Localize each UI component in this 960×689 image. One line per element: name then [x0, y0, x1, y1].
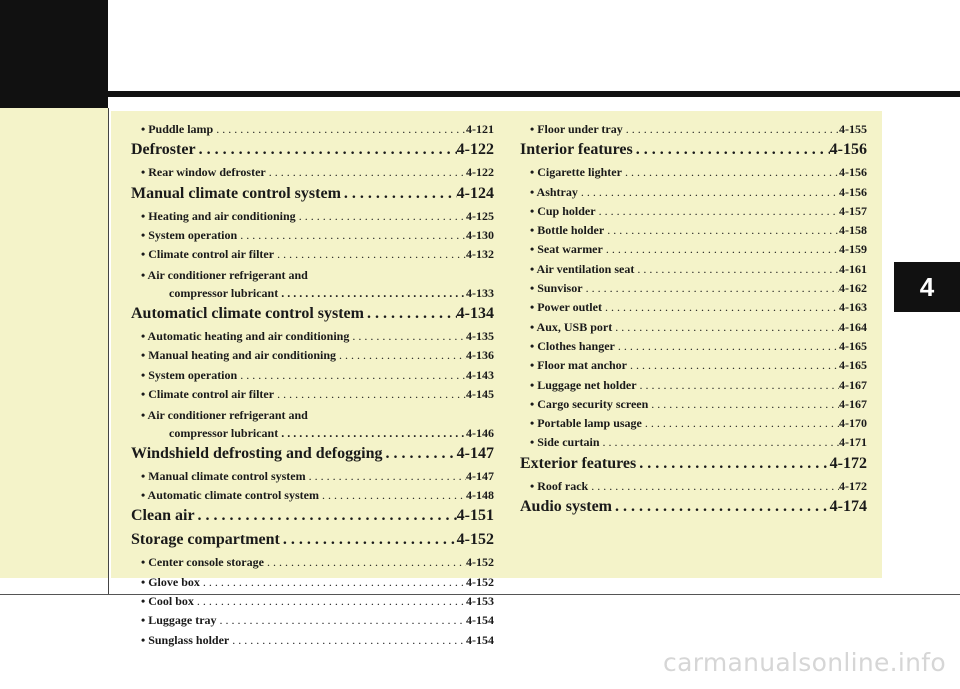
toc-subentry[interactable] [520, 204, 867, 223]
toc-page-number: 4-133 [466, 285, 494, 300]
dot-leader [296, 209, 466, 224]
toc-entry-label: • Manual heating and air conditioning [141, 348, 337, 363]
toc-page-number: 4-122 [466, 165, 494, 180]
toc-column-left [131, 122, 494, 652]
dot-leader [648, 397, 839, 412]
chapter-tab[interactable] [894, 262, 960, 312]
toc-page-number: 4-124 [456, 184, 494, 202]
toc-subentry[interactable] [131, 469, 494, 488]
dot-leader [280, 531, 457, 549]
toc-page-number: 4-156 [839, 184, 867, 199]
dot-leader [319, 488, 466, 503]
toc-entry-label: • Sunglass holder [141, 632, 230, 647]
toc-page-number: 4-132 [466, 247, 494, 262]
dot-leader [278, 426, 466, 441]
toc-page-number: 4-172 [829, 454, 867, 472]
toc-page-number: 4-167 [839, 396, 867, 411]
toc-entry-label: • Cool box [141, 594, 194, 609]
toc-entry-label: • Bottle holder [530, 223, 605, 238]
toc-subentry[interactable] [520, 479, 867, 498]
toc-page-number: 4-136 [466, 348, 494, 363]
toc-page-number: 4-155 [839, 122, 867, 136]
toc-page-number: 4-171 [839, 435, 867, 450]
toc-subentry[interactable] [520, 223, 867, 242]
toc-subentry[interactable] [520, 242, 867, 261]
toc-page-number: 4-159 [839, 242, 867, 257]
dot-leader [229, 633, 466, 648]
dot-leader [596, 204, 839, 219]
toc-entry-label: • Rear window defroster [141, 165, 266, 180]
toc-entry-label: • Portable lamp usage [530, 416, 642, 431]
toc-subentry[interactable] [520, 397, 867, 416]
dot-leader [627, 358, 839, 373]
dot-leader [622, 165, 839, 180]
dot-leader [612, 498, 830, 516]
toc-page-number: 4-143 [466, 367, 494, 382]
dot-leader [237, 368, 466, 383]
dot-leader [217, 613, 466, 628]
toc-section-entry[interactable] [131, 445, 494, 469]
toc-entry-label: • Automatic climate control system [141, 488, 319, 503]
toc-page-number: 4-154 [466, 613, 494, 628]
toc-entry-label: • Side curtain [530, 435, 600, 450]
toc-subentry[interactable] [520, 122, 867, 141]
toc-entry-label: • Floor mat anchor [530, 358, 627, 373]
toc-page-number: 4-153 [466, 594, 494, 609]
toc-subentry[interactable] [131, 368, 494, 387]
toc-entry-label: Manual climate control system [131, 184, 341, 202]
dot-leader [194, 594, 466, 609]
toc-entry-label: • System operation [141, 227, 238, 242]
toc-section-entry[interactable] [131, 141, 494, 165]
toc-page-number: 4-154 [466, 632, 494, 647]
toc-page-number: 4-165 [839, 338, 867, 353]
dot-leader [636, 455, 829, 473]
toc-page-number: 4-130 [466, 227, 494, 242]
toc-page-number: 4-135 [466, 329, 494, 344]
toc-page-number: 4-161 [839, 261, 867, 276]
toc-subentry[interactable] [520, 339, 867, 358]
toc-entry-label: • Ashtray [530, 184, 578, 199]
toc-subentry[interactable] [520, 185, 867, 204]
toc-subentry[interactable] [520, 262, 867, 281]
toc-page-number: 4-148 [466, 488, 494, 503]
toc-page-number: 4-147 [456, 444, 494, 462]
corner-block [0, 0, 108, 108]
toc-entry-label: compressor lubricant [169, 425, 279, 440]
toc-section-entry[interactable] [520, 141, 867, 165]
dot-leader [364, 305, 457, 323]
toc-page-number: 4-170 [839, 416, 867, 431]
toc-subentry[interactable] [131, 247, 494, 266]
toc-entry-label: • Sunvisor [530, 281, 583, 296]
toc-page-number: 4-134 [456, 305, 494, 323]
header-rule [108, 91, 960, 97]
toc-page-number: 4-152 [466, 555, 494, 570]
toc-page-number: 4-156 [829, 141, 867, 159]
toc-entry-label: • Climate control air filter [141, 386, 275, 401]
toc-entry-label: Clean air [131, 507, 195, 525]
toc-subentry[interactable] [131, 348, 494, 367]
dot-leader [336, 348, 466, 363]
toc-column-right [520, 122, 867, 522]
toc-page-number: 4-147 [466, 468, 494, 483]
toc-page-number: 4-146 [466, 425, 494, 440]
toc-subentry[interactable] [131, 555, 494, 574]
toc-subentry[interactable] [131, 228, 494, 247]
toc-page-number: 4-164 [839, 319, 867, 334]
toc-section-entry[interactable] [520, 455, 867, 479]
toc-entry-label: Exterior features [520, 454, 637, 472]
toc-page-number: 4-174 [829, 498, 867, 516]
toc-subentry[interactable] [520, 416, 867, 435]
toc-subentry[interactable] [520, 165, 867, 184]
toc-subentry[interactable] [131, 209, 494, 228]
toc-subentry[interactable] [131, 613, 494, 632]
toc-entry-label: • Climate control air filter [141, 247, 275, 262]
watermark: carmanualsonline.info [663, 648, 946, 677]
toc-entry-label: • Air ventilation seat [530, 261, 635, 276]
toc-subentry[interactable] [131, 122, 494, 141]
toc-section-entry[interactable] [131, 531, 494, 555]
toc-entry-label-wrapped: • Air conditioner refrigerant and [141, 408, 308, 423]
toc-entry-label-wrapped: • Air conditioner refrigerant and [141, 268, 308, 283]
dot-leader [382, 445, 456, 463]
dot-leader [615, 339, 839, 354]
toc-subentry[interactable] [131, 329, 494, 348]
dot-leader [633, 141, 830, 159]
toc-entry-label: • Manual climate control system [141, 468, 306, 483]
dot-leader [583, 281, 839, 296]
dot-leader [578, 185, 839, 200]
left-margin-panel [0, 108, 108, 578]
toc-subentry[interactable] [520, 358, 867, 377]
toc-entry-label: • Cargo security screen [530, 396, 649, 411]
toc-subentry[interactable] [131, 575, 494, 594]
toc-page-number: 4-125 [466, 208, 494, 223]
toc-subentry[interactable] [520, 281, 867, 300]
toc-subentry[interactable] [520, 320, 867, 339]
toc-page-number: 4-162 [839, 281, 867, 296]
toc-page-number: 4-157 [839, 203, 867, 218]
dot-leader [195, 507, 457, 525]
toc-page-number: 4-151 [456, 507, 494, 525]
dot-leader [604, 223, 839, 238]
toc-subentry[interactable] [131, 387, 494, 406]
toc-entry-label: • Floor under tray [530, 122, 623, 136]
toc-entry-label: Defroster [131, 141, 196, 159]
toc-entry-label: compressor lubricant [169, 285, 279, 300]
toc-page-number: 4-165 [839, 358, 867, 373]
dot-leader [278, 286, 466, 301]
toc-subentry[interactable] [520, 378, 867, 397]
toc-page-number: 4-121 [466, 122, 494, 136]
toc-subentry[interactable] [131, 165, 494, 184]
toc-subentry[interactable] [131, 488, 494, 507]
dot-leader [196, 141, 457, 159]
dot-leader [637, 378, 839, 393]
dot-leader [274, 247, 466, 262]
toc-subentry[interactable] [131, 426, 494, 445]
toc-entry-label: • Glove box [141, 574, 200, 589]
toc-entry-label: Interior features [520, 141, 633, 159]
toc-subentry[interactable] [131, 594, 494, 613]
dot-leader [274, 387, 466, 402]
toc-entry-label: Windshield defrosting and defogging [131, 444, 383, 462]
toc-page-number: 4-163 [839, 300, 867, 315]
dot-leader [623, 122, 839, 137]
toc-entry-label: Storage compartment [131, 531, 280, 549]
toc-entry-label: • Roof rack [530, 478, 589, 493]
left-divider [108, 108, 109, 594]
dot-leader [306, 469, 466, 484]
toc-section-entry[interactable] [131, 305, 494, 329]
toc-entry-label: Automaticl climate control system [131, 305, 364, 323]
toc-entry-label: • Automatic heating and air conditioning [141, 329, 350, 344]
toc-entry-label: • Luggage net holder [530, 377, 637, 392]
dot-leader [349, 329, 466, 344]
toc-entry-label: • Aux, USB port [530, 319, 613, 334]
toc-section-entry[interactable] [131, 507, 494, 531]
dot-leader [603, 242, 839, 257]
toc-page-number: 4-152 [456, 531, 494, 549]
toc-page-number: 4-122 [456, 141, 494, 159]
toc-section-entry[interactable] [131, 185, 494, 209]
toc-entry-label: • Cigarette lighter [530, 165, 622, 180]
toc-subentry[interactable] [131, 286, 494, 305]
toc-page-number: 4-167 [839, 377, 867, 392]
dot-leader [264, 555, 466, 570]
dot-leader [266, 165, 466, 180]
toc-entry-label: • Seat warmer [530, 242, 603, 257]
toc-entry-label: • Clothes hanger [530, 338, 615, 353]
dot-leader [634, 262, 839, 277]
toc-entry-label: • Cup holder [530, 203, 596, 218]
dot-leader [588, 479, 839, 494]
toc-page-number: 4-172 [839, 478, 867, 493]
dot-leader [600, 435, 839, 450]
dot-leader [642, 416, 839, 431]
toc-subentry[interactable] [520, 435, 867, 454]
dot-leader [237, 228, 466, 243]
dot-leader [612, 320, 839, 335]
dot-leader [213, 122, 466, 137]
dot-leader [200, 575, 466, 590]
toc-entry-label: • Heating and air conditioning [141, 208, 296, 223]
toc-entry-label: Audio system [520, 498, 613, 516]
dot-leader [341, 185, 457, 203]
toc-page-number: 4-158 [839, 223, 867, 238]
toc-page-number: 4-145 [466, 386, 494, 401]
toc-subentry[interactable] [520, 300, 867, 319]
toc-entry-label: • Center console storage [141, 555, 264, 570]
dot-leader [602, 300, 839, 315]
toc-page-number: 4-156 [839, 165, 867, 180]
toc-entry-label: • System operation [141, 367, 238, 382]
toc-section-entry[interactable] [520, 498, 867, 522]
toc-entry-label: • Luggage tray [141, 613, 217, 628]
toc-page-number: 4-152 [466, 574, 494, 589]
chapter-number: 4 [919, 271, 935, 302]
toc-entry-label: • Puddle lamp [141, 122, 214, 136]
toc-entry-label: • Power outlet [530, 300, 602, 315]
toc-subentry[interactable] [131, 633, 494, 652]
